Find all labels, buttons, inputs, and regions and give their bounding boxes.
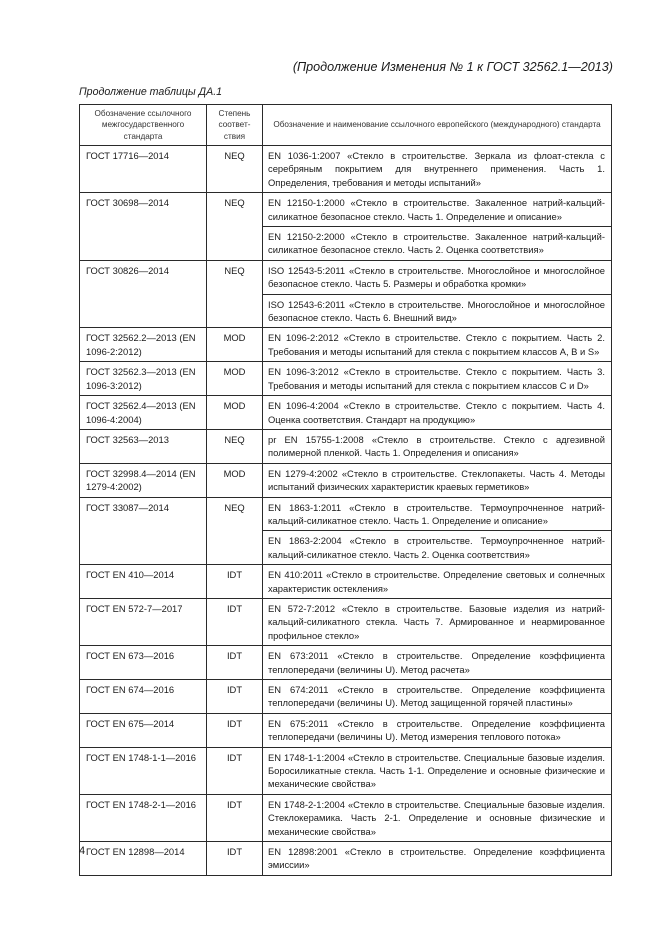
conformity-degree: IDT xyxy=(207,842,263,876)
reference-standard: EN 1096-3:2012 «Стекло в строительстве. Стекло с покрытием. Часть 3. Требования и методы испытаний для стекла с покрытием классов С и D» xyxy=(263,362,612,396)
table-row xyxy=(80,260,612,294)
table-row xyxy=(80,146,612,193)
reference-standard: EN 12150-1:2000 «Стекло в строительстве. Закаленное натрий-кальций-силикатное безопасное стекло. Часть 1. Определение и описание» xyxy=(263,193,612,227)
conformity-degree: IDT xyxy=(207,794,263,841)
table-header-row xyxy=(80,105,612,146)
table-row xyxy=(80,747,612,794)
gost-designation: ГОСТ EN 675—2014 xyxy=(80,713,207,747)
reference-standard: EN 1863-2:2004 «Стекло в строительстве. Термоупрочненное натрий-кальций-силикатное стекло. Часть 2. Оценка соответствия» xyxy=(263,531,612,565)
table-continuation-caption: Продолжение таблицы ДА.1 xyxy=(79,86,223,98)
reference-standard: EN 674:2011 «Стекло в строительстве. Определение коэффициента теплопередачи (величины U). Метод защищенной горячей пластины» xyxy=(263,680,612,714)
gost-designation: ГОСТ EN 1748-2-1—2016 xyxy=(80,794,207,841)
gost-designation: ГОСТ 17716—2014 xyxy=(80,146,207,193)
reference-standard: EN 673:2011 «Стекло в строительстве. Определение коэффициента теплопередачи (величины U). Метод расчета» xyxy=(263,646,612,680)
reference-standard: EN 1036-1:2007 «Стекло в строительстве. Зеркала из флоат-стекла с серебряным покрытием для внутреннего применения. Часть 1. Определения, требования и методы испытаний» xyxy=(263,146,612,193)
conformity-degree: MOD xyxy=(207,396,263,430)
conformity-degree: NEQ xyxy=(207,429,263,463)
table-row xyxy=(80,842,612,876)
table-row xyxy=(80,794,612,841)
conformity-degree: IDT xyxy=(207,598,263,645)
gost-designation: ГОСТ EN 12898—2014 xyxy=(80,842,207,876)
table-row xyxy=(80,497,612,531)
column-header-degree: Степень соответ-ствия xyxy=(207,105,263,146)
page-number: 4 xyxy=(79,845,86,857)
gost-designation: ГОСТ EN 572-7—2017 xyxy=(80,598,207,645)
reference-standard: EN 410:2011 «Стекло в строительстве. Определение световых и солнечных характеристик остекления» xyxy=(263,565,612,599)
table-row xyxy=(80,463,612,497)
gost-designation: ГОСТ 32562.4—2013 (EN 1096-4:2004) xyxy=(80,396,207,430)
reference-standard: EN 1748-2-1:2004 «Стекло в строительстве. Специальные базовые изделия. Стеклокерамика. Часть 2-1. Определение и основные физические и механические свойства» xyxy=(263,794,612,841)
column-header-reference: Обозначение и наименование ссылочного европейского (международного) стандарта xyxy=(263,105,612,146)
page-header: (Продолжение Изменения № 1 к ГОСТ 32562.1—2013) xyxy=(292,60,613,74)
reference-standard: EN 675:2011 «Стекло в строительстве. Определение коэффициента теплопередачи (величины U). Метод измерения теплового потока» xyxy=(263,713,612,747)
reference-standard: EN 572-7:2012 «Стекло в строительстве. Базовые изделия из натрий-кальций-силикатного стекла. Часть 7. Армированное и неармированное профильное стекло» xyxy=(263,598,612,645)
reference-standard: pr EN 15755-1:2008 «Стекло в строительстве. Стекло с адгезивной полимерной пленкой. Часть 1. Определения и описания» xyxy=(263,429,612,463)
gost-designation: ГОСТ 32562.3—2013 (EN 1096-3:2012) xyxy=(80,362,207,396)
gost-designation: ГОСТ EN 674—2016 xyxy=(80,680,207,714)
reference-standard: EN 1748-1-1:2004 «Стекло в строительстве. Специальные базовые изделия. Боросиликатные стекла. Часть 1-1. Определение и основные физические и механические свойства» xyxy=(263,747,612,794)
conformity-degree: MOD xyxy=(207,328,263,362)
gost-designation: ГОСТ 32562.2—2013 (EN 1096-2:2012) xyxy=(80,328,207,362)
table-body xyxy=(80,146,612,876)
conformity-degree: NEQ xyxy=(207,497,263,565)
gost-designation: ГОСТ 32563—2013 xyxy=(80,429,207,463)
table-row xyxy=(80,396,612,430)
gost-designation: ГОСТ EN 673—2016 xyxy=(80,646,207,680)
table-row xyxy=(80,646,612,680)
gost-designation: ГОСТ 30698—2014 xyxy=(80,193,207,261)
gost-designation: ГОСТ EN 1748-1-1—2016 xyxy=(80,747,207,794)
reference-standard: EN 1863-1:2011 «Стекло в строительстве. Термоупрочненное натрий-кальций-силикатное стекло. Часть 1. Определение и описание» xyxy=(263,497,612,531)
gost-designation: ГОСТ 32998.4—2014 (EN 1279-4:2002) xyxy=(80,463,207,497)
conformity-degree: IDT xyxy=(207,565,263,599)
gost-designation: ГОСТ 33087—2014 xyxy=(80,497,207,565)
conformity-degree: MOD xyxy=(207,362,263,396)
table-row xyxy=(80,328,612,362)
reference-standard: EN 1279-4:2002 «Стекло в строительстве. Стеклопакеты. Часть 4. Методы испытаний физических характеристик краевых герметиков» xyxy=(263,463,612,497)
reference-standard: ISO 12543-6:2011 «Стекло в строительстве. Многослойное и многослойное безопасное стекло. Часть 6. Внешний вид» xyxy=(263,294,612,328)
table-row xyxy=(80,598,612,645)
column-header-gost: Обозначение ссылочного межгосударственного стандарта xyxy=(80,105,207,146)
table-row xyxy=(80,680,612,714)
conformity-degree: IDT xyxy=(207,713,263,747)
conformity-degree: MOD xyxy=(207,463,263,497)
reference-standard: EN 1096-2:2012 «Стекло в строительстве. Стекло с покрытием. Часть 2. Требования и методы испытаний для стекла с покрытием классов А, В и S» xyxy=(263,328,612,362)
reference-standard: EN 12150-2:2000 «Стекло в строительстве. Закаленное натрий-кальций-силикатное безопасное стекло. Часть 2. Оценка соответствия» xyxy=(263,227,612,261)
table-row xyxy=(80,193,612,227)
conformity-degree: IDT xyxy=(207,747,263,794)
reference-standard: EN 12898:2001 «Стекло в строительстве. Определение коэффициента эмиссии» xyxy=(263,842,612,876)
conformity-degree: NEQ xyxy=(207,193,263,261)
table-row xyxy=(80,565,612,599)
conformity-degree: NEQ xyxy=(207,146,263,193)
conformity-degree: IDT xyxy=(207,646,263,680)
reference-standard: ISO 12543-5:2011 «Стекло в строительстве. Многослойное и многослойное безопасное стекло. Часть 5. Размеры и обработка кромки» xyxy=(263,260,612,294)
conformity-degree: IDT xyxy=(207,680,263,714)
table-row xyxy=(80,713,612,747)
reference-standards-table xyxy=(79,104,612,876)
gost-designation: ГОСТ EN 410—2014 xyxy=(80,565,207,599)
gost-designation: ГОСТ 30826—2014 xyxy=(80,260,207,328)
reference-standard: EN 1096-4:2004 «Стекло в строительстве. Стекло с покрытием. Часть 4. Оценка соответствия. Стандарт на продукцию» xyxy=(263,396,612,430)
table-row xyxy=(80,362,612,396)
conformity-degree: NEQ xyxy=(207,260,263,328)
table-row xyxy=(80,429,612,463)
